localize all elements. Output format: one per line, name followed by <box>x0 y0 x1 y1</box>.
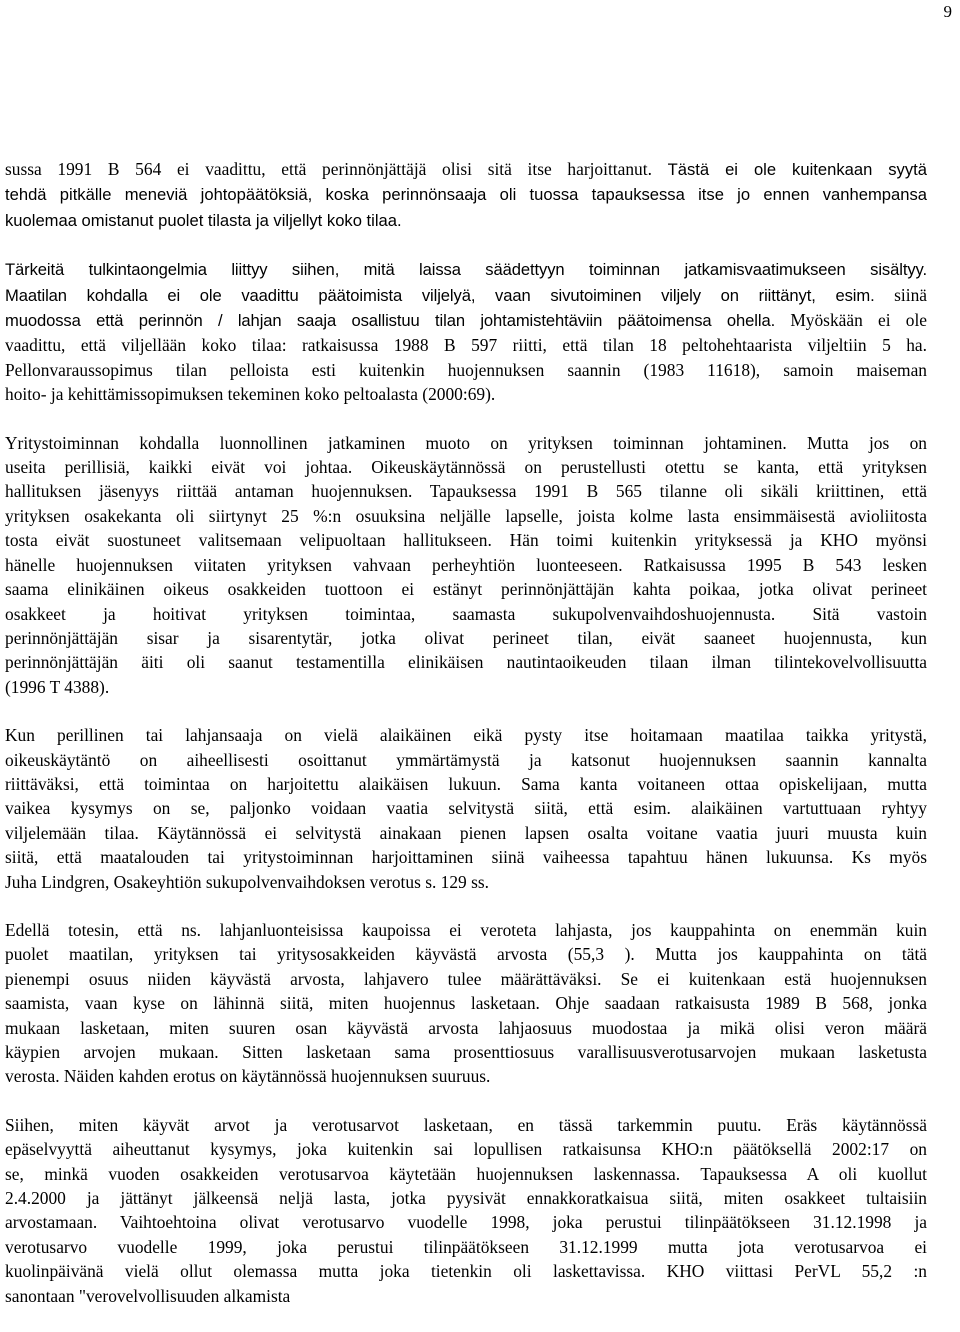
text-segment: epäselvyyttä aiheuttanut kysymys, joka kuitenkin sai lopullisen ratkaisunsa KHO:n päätöksellä 2002:17 on <box>5 1139 927 1160</box>
text-segment: Maatilan kohdalla ei ole vaadittu päätoimista viljelyä, vaan sivutoiminen viljely on riittänyt, esim. <box>5 285 875 305</box>
text-line <box>5 1016 927 1040</box>
text-line <box>5 626 927 650</box>
paragraph <box>5 1113 927 1308</box>
text-line <box>5 650 927 674</box>
text-segment: mukaan lasketaan, miten suuren osan käyvästä arvosta lahjaosuus muodostaa ja mikä olisi veron määrä <box>5 1017 927 1038</box>
text-segment: Juha Lindgren, Osakeyhtiön sukupolvenvaihdoksen verotus s. 129 ss. <box>5 871 489 892</box>
text-segment: käypien arvojen mukaan. Sitten lasketaan sama prosenttiosuus varallisuusverotusarvojen mukaan lasketusta <box>5 1042 927 1062</box>
text-line <box>5 577 927 601</box>
text-segment: verotusarvo vuodelle 1999, joka perustui tilinpäätökseen 31.12.1999 mutta jota verotusarvoa ei <box>5 1236 927 1257</box>
text-line <box>5 553 927 577</box>
text-segment: Yritystoiminnan kohdalla luonnollinen jatkaminen muoto on yrityksen toiminnan johtaminen. Mutta jos on <box>5 432 927 453</box>
text-line <box>5 1186 927 1210</box>
text-segment: sanontaan "verovelvollisuuden alkamista <box>5 1285 291 1306</box>
text-line <box>5 1137 927 1161</box>
text-line <box>5 991 927 1015</box>
text-segment: pienempi osuus niiden käyvästä arvosta, lahjavero tulee määrättäväksi. Se ei kuitenkaan estä huojennuksen <box>5 968 927 989</box>
paragraph <box>5 157 927 233</box>
text-segment: puolet maatilan, yrityksen tai yritysosakkeiden käyvästä arvosta (55,3 ). Mutta jos kauppahinta on tätä <box>5 944 927 965</box>
text-line <box>5 918 927 942</box>
paragraph <box>5 257 927 406</box>
text-line <box>5 157 927 182</box>
text-segment: siitä, että maatalouden tai yritystoiminnan harjoittaminen siinä vaiheessa tapahtuu hänen lukuunsa. Ks myös <box>5 847 927 868</box>
text-line <box>5 283 927 308</box>
text-line <box>5 1064 927 1088</box>
text-segment: verosta. Näiden kahden erotus on käytännössä huojennuksen suuruus. <box>5 1066 491 1087</box>
text-line <box>5 772 927 796</box>
text-line <box>5 1113 927 1137</box>
text-segment: Tästä ei ole kuitenkaan syytä <box>667 160 927 179</box>
text-segment: useita perillisiä, kaikki eivät voi johtaa. Oikeuskäytännössä on perustellusti otettu se kanta, että yrityksen <box>5 457 927 478</box>
text-segment: Edellä totesin, että ns. lahjanluonteisissa kaupoissa ei veroteta lahjasta, jos kauppahinta on enemmän kuin <box>5 919 927 940</box>
page-number: 9 <box>943 2 952 21</box>
text-line <box>5 1284 927 1308</box>
text-segment: kuolemaa omistanut puolet tilasta ja viljellyt koko tilaa. <box>5 210 402 230</box>
text-line <box>5 1210 927 1234</box>
text-line <box>5 358 927 382</box>
text-segment: se, minkä vuoden osakkeiden verotusarvoa käytetään huojennuksen laskennassa. Tapauksessa A oli kuollut <box>5 1163 927 1184</box>
text-segment: saama elinikäinen oikeus osakkeiden tuottoon ei estänyt perinnönjättäjän kahta poikaa, jotka olivat perineet <box>5 579 927 600</box>
paragraph <box>5 431 927 699</box>
text-segment: perinnönjättäjän äiti oli saanut testamentilla elinikäisen nautintaoikeuden tilaan ilman tilintekovelvollisuutta <box>5 652 927 673</box>
text-line <box>5 431 927 455</box>
text-segment: osakkeet ja hoitivat yrityksen toimintaa, saamasta sukupolvenvaihdoshuojennusta. Sitä vastoin <box>5 603 927 624</box>
text-line <box>5 504 927 528</box>
text-line <box>5 675 927 699</box>
text-line <box>5 257 927 282</box>
text-segment: siinä <box>874 284 927 305</box>
text-segment: vaikea kysymys on se, paljonko voidaan vaatia selvitystä siitä, että esim. alaikäinen vartuttuaan ryhtyy <box>5 798 927 819</box>
text-line <box>5 967 927 991</box>
text-line <box>5 796 927 820</box>
text-segment: yrityksen osakekanta oli siirtynyt 25 %:n osuuksina neljälle lapselle, joista kolme lasta ensimmäisestä avioliitosta <box>5 505 927 526</box>
text-segment: (1996 T 4388). <box>5 676 110 697</box>
text-line <box>5 382 927 406</box>
text-segment: tehdä pitkälle meneviä johtopäätöksiä, koska perinnönsaaja oli tuossa tapauksessa itse jo ennen vanhempansa <box>5 185 927 205</box>
text-line <box>5 479 927 503</box>
text-segment: Myöskään ei ole <box>775 310 928 331</box>
text-segment: riittäväksi, että toimintaa on harjoitettu alaikäisen lukuun. Sama kanta voitaneen ottaa opiskelijaan, mutta <box>5 773 927 794</box>
text-line <box>5 528 927 552</box>
text-line <box>5 208 927 233</box>
document-body <box>5 157 927 1332</box>
text-segment: hallituksen jäsenyys riittää antaman huojennuksen. Tapauksessa 1991 B 565 tilanne oli sikäli kriittinen, että <box>5 481 927 502</box>
text-segment: muodossa että perinnön / lahjan saaja osallistuu tilan johtamistehtäviin päätoimensa ohella. <box>5 311 776 331</box>
text-line <box>5 1235 927 1259</box>
text-line <box>5 1259 927 1283</box>
text-line <box>5 308 927 333</box>
text-line <box>5 1162 927 1186</box>
text-line <box>5 602 927 626</box>
text-line <box>5 845 927 869</box>
text-segment: saamista, vaan kyse on lähinnä siitä, miten huojennus lasketaan. Ohje saadaan ratkaisusta 1989 B 568, jonka <box>5 993 927 1014</box>
text-segment: Siihen, miten käyvät arvot ja verotusarvot lasketaan, en tässä tarkemmin puutu. Eräs käytännössä <box>5 1114 927 1135</box>
text-line <box>5 182 927 207</box>
text-line <box>5 748 927 772</box>
text-segment: Pellonvaraussopimus tilan pelloista esti kuitenkin huojennuksen saannin (1983 11618), samoin maiseman <box>5 359 927 380</box>
text-segment: hoito- ja kehittämissopimuksen tekeminen koko peltoalasta (2000:69). <box>5 384 496 405</box>
text-segment: tosta eivät suostuneet valitsemaan velipuoltaan hallitukseen. Hän toimi kuitenkin yrityksessä ja KHO myönsi <box>5 530 927 551</box>
text-line <box>5 723 927 747</box>
text-line <box>5 1040 927 1064</box>
paragraph <box>5 918 927 1089</box>
text-line <box>5 870 927 894</box>
text-line <box>5 821 927 845</box>
text-segment: viljelemään tilaa. Käytännössä ei selvitystä ainakaan pienen lapsen osalta voitane vaatia juuri muusta kuin <box>5 822 927 843</box>
text-segment: Kun perillinen tai lahjansaaja on vielä alaikäinen eikä pysty itse hoitamaan maatilaa taikka yritystä, <box>5 725 927 746</box>
text-segment: arvostamaan. Vaihtoehtoina olivat verotusarvo vuodelle 1998, joka perustui tilinpäätökseen 31.12.1998 ja <box>5 1212 927 1233</box>
text-segment: 2.4.2000 ja jättänyt jälkeensä neljä lasta, jotka pyysivät ennakkoratkaisua siitä, miten osakkeet tultaisiin <box>5 1188 927 1209</box>
text-line <box>5 455 927 479</box>
text-segment: vaadittu, että viljellään koko tilaa: ratkaisussa 1988 B 597 riitti, että tilan 18 peltohehtaarista viljeltiin 5 ha. <box>5 335 927 356</box>
text-segment: sussa 1991 B 564 ei vaadittu, että perinnönjättäjä olisi sitä itse harjoittanut. <box>5 159 668 179</box>
text-segment: hänelle huojennuksen viitaten yrityksen vahvaan perheyhtiön luonteeseen. Ratkaisussa 1995 B 543 lesken <box>5 554 927 575</box>
text-segment: oikeuskäytäntö on aiheellisesti osoittanut ymmärtämystä ja katsonut huojennuksen saannin kannalta <box>5 749 927 770</box>
text-segment: perinnönjättäjän sisar ja sisarentytär, jotka olivat perineet tilan, eivät saaneet huojennusta, kun <box>5 627 927 648</box>
text-segment: Tärkeitä tulkintaongelmia liittyy siihen, mitä laissa säädettyyn toiminnan jatkamisvaatimukseen sisältyy. <box>5 260 927 280</box>
text-segment: kuolinpäivänä vielä ollut olemassa mutta joka tietenkin oli laskettavissa. KHO viittasi PerVL 55,2 :n <box>5 1261 927 1282</box>
text-line <box>5 333 927 357</box>
text-line <box>5 942 927 966</box>
paragraph <box>5 723 927 894</box>
